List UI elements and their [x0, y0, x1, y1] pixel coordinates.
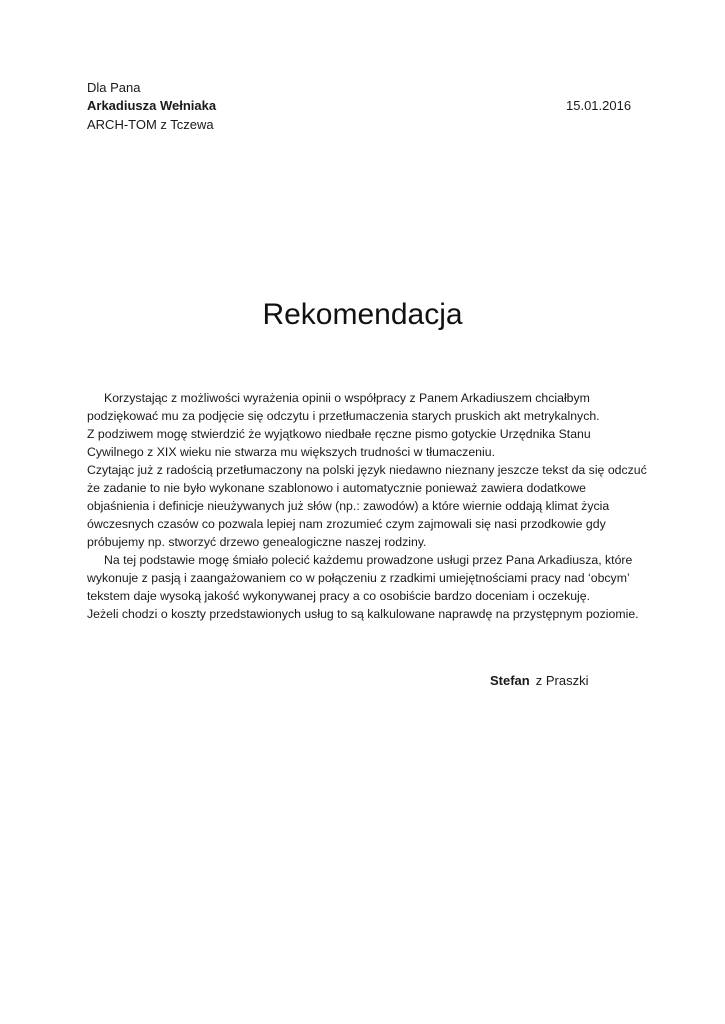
body-line: że zadanie to nie było wykonane szablonowo i automatycznie ponieważ zawiera dodatkowe: [87, 481, 587, 495]
body-line: Korzystając z możliwości wyrażenia opinii o współpracy z Panem Arkadiuszem chciałbym: [104, 391, 590, 405]
letter-date: 15.01.2016: [566, 98, 632, 113]
body-line: ówczesnych czasów co pozwala lepiej nam zrozumieć czym zajmowali się nasi przodkowie gdy: [87, 517, 606, 531]
body-line: wykonuje z pasją i zaangażowaniem co w połączeniu z rzadkimi umiejętnościami pracy nad ‘obcym’: [87, 571, 630, 585]
body-line: podziękować mu za podjęcie się odczytu i przetłumaczenia starych pruskich akt metrykalnych.: [87, 409, 600, 423]
body-line: tekstem daje wysoką jakość wykonywanej pracy a co osobiście bardzo doceniam i oczekuję.: [87, 589, 591, 603]
body-line: Z podziwem mogę stwierdzić że wyjątkowo niedbałe ręczne pismo gotyckie Urzędnika Stanu: [87, 427, 591, 441]
body-line: objaśnienia i definicje nieużywanych już słów (np.: zawodów) a które wiernie oddają klimat życia: [87, 499, 610, 513]
body-line: Na tej podstawie mogę śmiało polecić każdemu prowadzone usługi przez Pana Arkadiusza, które: [104, 553, 633, 567]
recipient-company: ARCH-TOM z Tczewa: [87, 117, 214, 132]
body-line: próbujemy np. stworzyć drzewo genealogiczne naszej rodziny.: [87, 535, 427, 549]
recipient-salutation: Dla Pana: [87, 80, 141, 95]
signature: [490, 672, 588, 690]
body-line: Jeżeli chodzi o koszty przedstawionych usług to są kalkulowane naprawdę na przystępnym poziomie.: [87, 607, 639, 621]
body-line: Czytając już z radością przetłumaczony na polski język niedawno nieznany jeszcze tekst da się odczuć: [87, 463, 647, 477]
signature-name: Stefan: [490, 673, 530, 688]
body-line: Cywilnego z XIX wieku nie stwarza mu większych trudności w tłumaczeniu.: [87, 445, 496, 459]
recipient-name: Arkadiusza Wełniaka: [87, 98, 217, 113]
letter-title: Rekomendacja: [262, 298, 463, 331]
signature-place: z Praszki: [535, 673, 589, 688]
